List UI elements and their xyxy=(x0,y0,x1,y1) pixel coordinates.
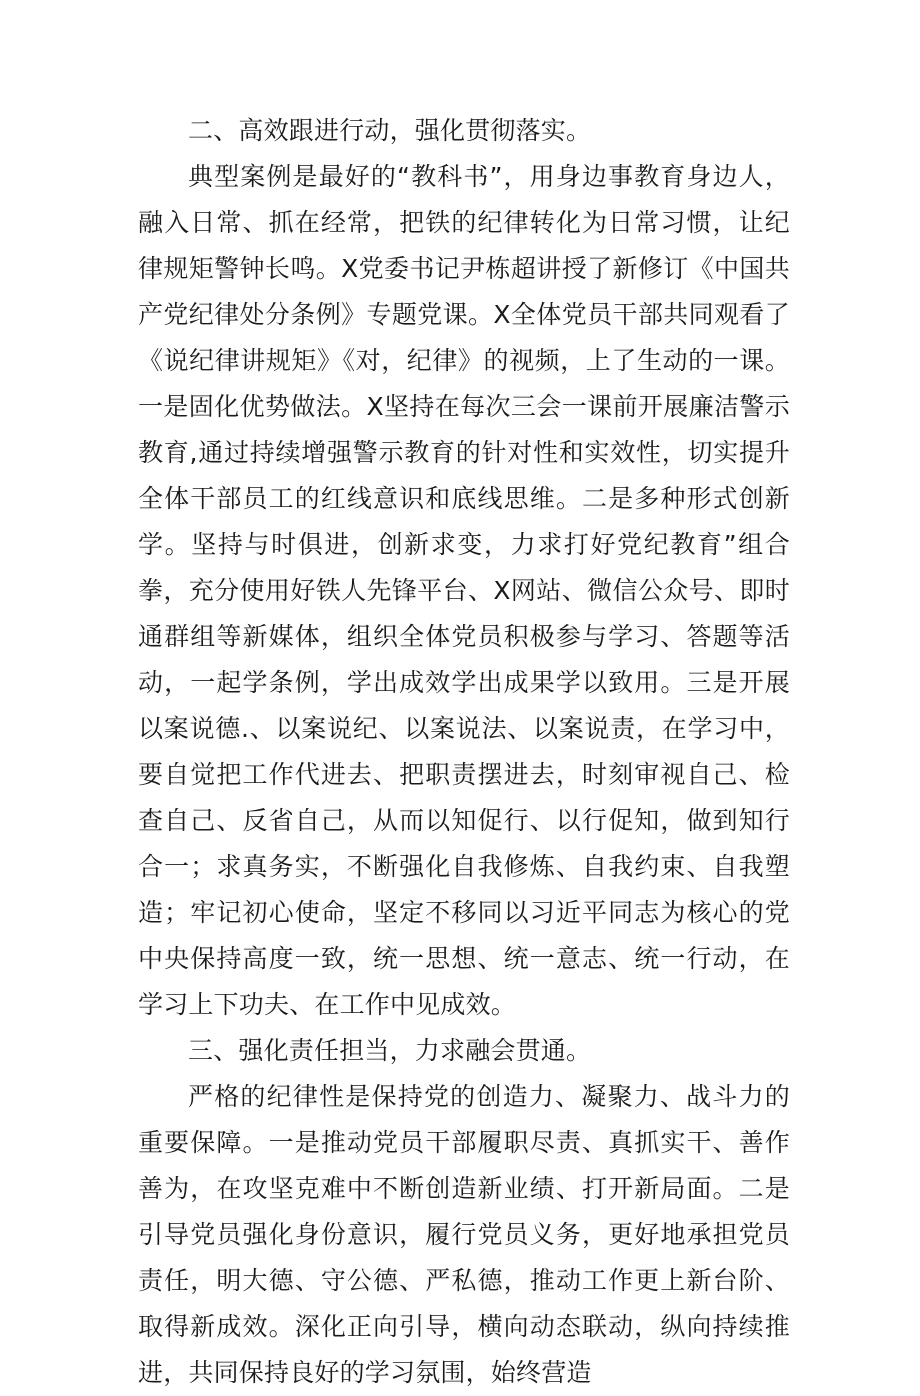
section-two-heading: 二、高效跟进行动，强化贯彻落实。 xyxy=(188,116,592,145)
document-body xyxy=(138,108,790,1396)
section-three-body: 严格的纪律性是保持党的创造力、凝聚力、战斗力的重要保障。一是推动党员干部履职尽责、真抓实干、善作善为，在攻坚克难中不断创造新业绩、打开新局面。二是引导党员强化身份意识，履行党员义务，更好地承担党员责任，明大德、守公德、严私德，推动工作更上新台阶、取得新成效。深化正向引导，横向动态联动，纵向持续推进，共同保持良好的学习氛围，始终营造 xyxy=(138,1082,790,1387)
section-two-body: 典型案例是最好的“教科书”，用身边事教育身边人，融入日常、抓在经常，把铁的纪律转化为日常习惯，让纪律规矩警钟长鸣。X党委书记尹栋超讲授了新修订《中国共产党纪律处分条例》专题党课。X全体党员干部共同观看了《说纪律讲规矩》《对，纪律》的视频，上了生动的一课。一是固化优势做法。X坚持在每次三会一课前开展廉洁警示教育,通过持续增强警示教育的针对性和实效性，切实提升全体干部员工的红线意识和底线思维。二是多种形式创新学。坚持与时俱进，创新求变，力求打好党纪教育”组合拳，充分使用好铁人先锋平台、X网站、微信公众号、即时通群组等新媒体，组织全体党员积极参与学习、答题等活动，一起学条例，学出成效学出成果学以致用。三是开展以案说德.、以案说纪、以案说法、以案说责，在学习中，要自觉把工作代进去、把职责摆进去，时刻审视自己、检查自己、反省自己，从而以知促行、以行促知，做到知行合一；求真务实，不断强化自我修炼、自我约束、自我塑造；牢记初心使命，坚定不移同以习近平同志为核心的党中央保持高度一致，统一思想、统一意志、统一行动，在学习上下功夫、在工作中见成效。 xyxy=(138,162,790,1019)
section-three-heading: 三、强化责任担当，力求融会贯通。 xyxy=(188,1036,592,1065)
